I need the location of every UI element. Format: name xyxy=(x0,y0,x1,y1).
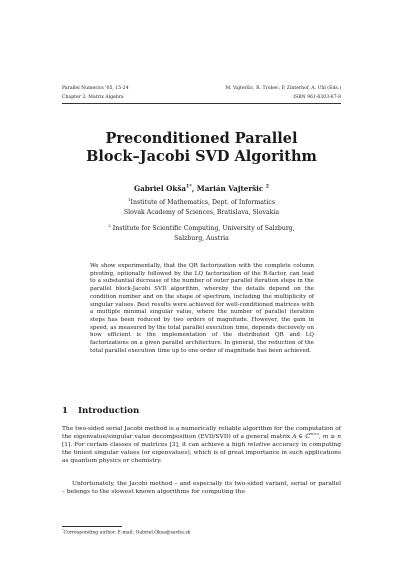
title-line-2: Block–Jacobi SVD Algorithm xyxy=(86,148,317,165)
affiliation-2-line-1: Institute for Scientific Computing, University of Salzburg, xyxy=(112,225,295,232)
paper-title xyxy=(62,130,341,166)
section-number: 1 xyxy=(62,406,68,416)
abstract: We show experimentally, that the QR factorization with the complete column pivoting, optionally followed by the LQ factorization of the R-factor, can lead to a substantial decrease of the number of outer parallel iteration steps in the parallel block-Jacobi SVD algorithm, whereby the details depend on the condition number and on the shape of spectrum, including the multiplicity of singular values. Best results were achieved for well-conditioned matrices with a multiple minimal singular value, where the number of parallel iteration steps has been reduced by two orders of magnitude. However, the gain in speed, as measured by the total parallel execution time, depends decisively on how efficient is the implementation of the distributed QR and LQ factorizations on a given parallel architecture. In general, the reduction of the total parallel execution time up to one order of magnitude has been achieved. xyxy=(90,263,314,354)
author-list xyxy=(62,184,341,193)
footnote-mark: * xyxy=(62,528,64,532)
running-header-top xyxy=(62,86,341,92)
author-2: Marián Vajteršic xyxy=(196,184,264,193)
paragraph-1 xyxy=(62,425,341,465)
chapter-info: Chapter 2: Matrix Algebra xyxy=(62,95,124,100)
affiliation-2 xyxy=(62,224,341,243)
footnote-text: Corresponding author. E-mail: Gabriel.Oksa@savba.sk xyxy=(63,530,191,536)
paragraph-1-text-b: [1]. For certain classes of matrices [3], it can achieve a high xyxy=(62,442,248,448)
affiliation-2-line-2: Salzburg, Austria xyxy=(174,234,229,242)
author-2-mark: 2 xyxy=(265,184,270,190)
editors-info: M. Vajteršic, R. Trobec, P. Zinterhof, A. Uhl (Eds.) xyxy=(225,86,341,91)
section-title: Introduction xyxy=(78,406,140,416)
footnote xyxy=(62,530,341,536)
footnote-rule xyxy=(62,526,122,527)
paragraph-2: Unfortunately, the Jacobi method – and especially its two-sided variant, serial or parallel – belongs to the slowest known algorithms for computing the xyxy=(62,481,341,495)
paragraph-1-text-c: accuracy in computing the tiniest singular values (or eigenvalues), which is of great importance in such applications as quantum physics or chemistry. xyxy=(62,442,341,464)
math-expression: A ∈ ℂ$^{m\times n}$, m ≥ n xyxy=(292,431,341,440)
running-header-bottom xyxy=(62,95,341,101)
author-1-mark: 1* xyxy=(186,184,192,190)
affiliation-1-line-1: Institute of Mathematics, Dept. of Informatics xyxy=(130,199,275,206)
emphasis: relative xyxy=(247,442,271,448)
author-separator: , xyxy=(191,184,197,193)
author-1: Gabriel Okša xyxy=(133,184,187,193)
affiliation-1-line-2: Slovak Academy of Sciences, Bratislava, Slovakia xyxy=(123,208,280,216)
paragraph-1-text-a: The two-sided serial Jacobi method is a numerically reliable algorithm for the computation of the eigenvalue/singular value decomposition (EVD/SVD) of a general matrix xyxy=(62,426,341,440)
isbn-info: ISBN 961-6303-67-8 xyxy=(293,95,341,100)
journal-info: Parallel Numerics '05, 15-24 xyxy=(62,86,129,91)
affiliation-1-mark: 1 xyxy=(127,196,131,202)
title-line-1: Preconditioned Parallel xyxy=(105,130,298,147)
header-rule xyxy=(62,103,341,104)
affiliation-2-mark: 2 xyxy=(108,222,111,228)
affiliation-1 xyxy=(62,198,341,217)
section-heading xyxy=(62,406,341,416)
